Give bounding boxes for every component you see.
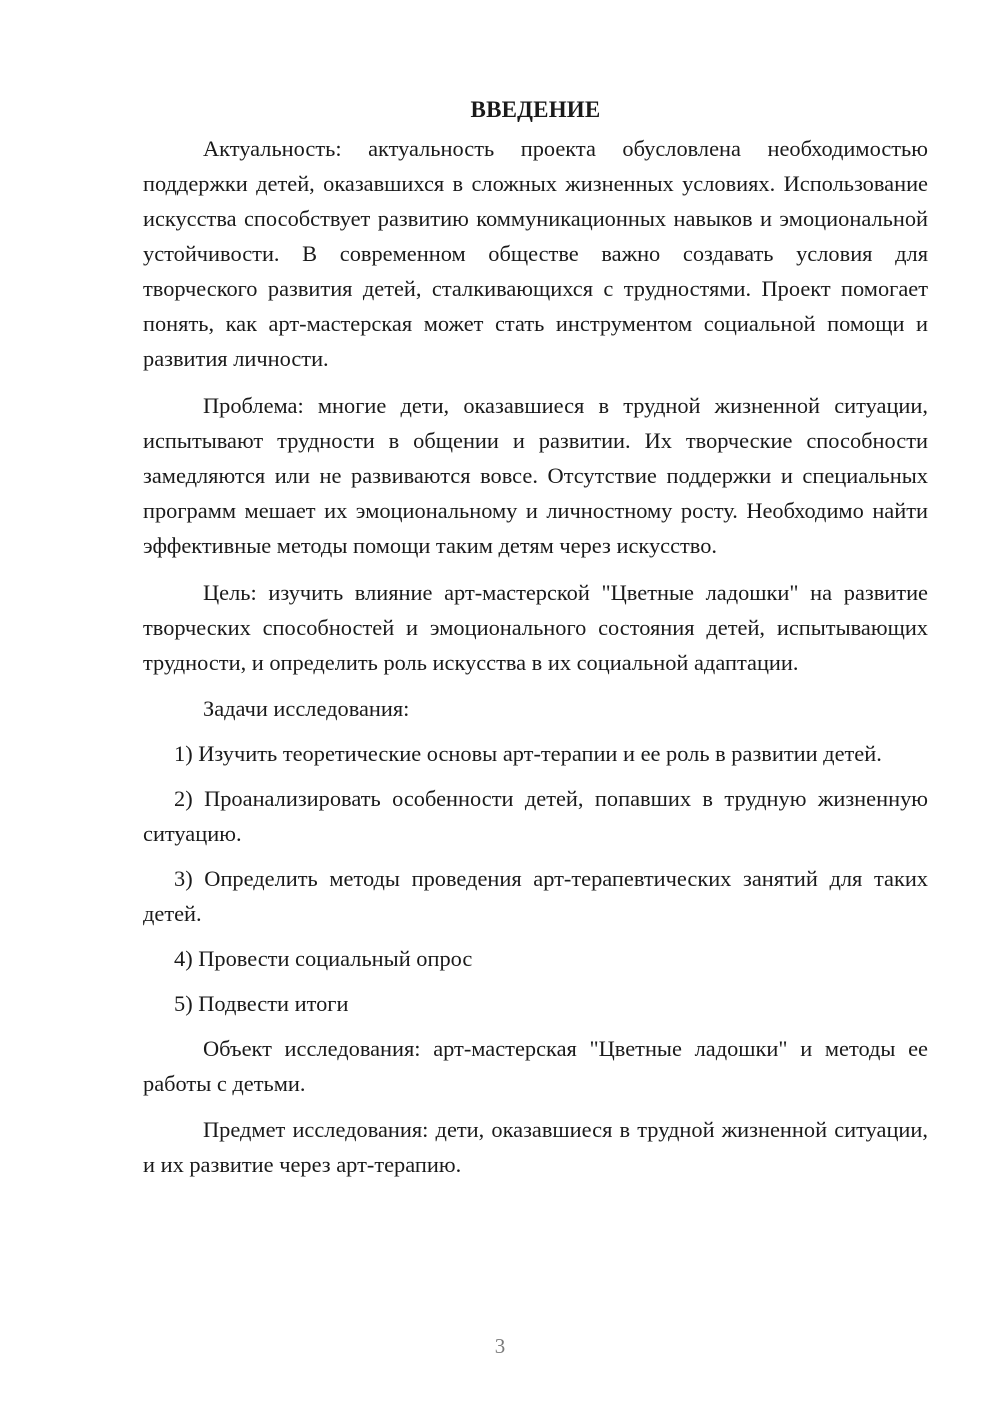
paragraph-relevance: Актуальность: актуальность проекта обусловлена необходимостью поддержки детей, оказавшихся в сложных жизненных условиях. Использование искусства способствует развитию коммуникационных навыков и эмоциональной устойчивости. В современном обществе важно создавать условия для творческого развития детей, сталкивающихся с трудностями. Проект помогает понять, как арт-мастерская может стать инструментом социальной помощи и развития личности. xyxy=(143,136,928,371)
section-heading: ВВЕДЕНИЕ xyxy=(470,97,601,122)
paragraph-problem: Проблема: многие дети, оказавшиеся в трудной жизненной ситуации, испытывают трудности в общении и развитии. Их творческие способности замедляются или не развиваются вовсе. Отсутствие поддержки и специальных программ мешает их эмоциональному и личностному росту. Необходимо найти эффективные методы помощи таким детям через искусство. xyxy=(143,393,928,558)
page-number: 3 xyxy=(494,1334,506,1358)
paragraph-goal: Цель: изучить влияние арт-мастерской "Цветные ладошки" на развитие творческих способностей и эмоционального состояния детей, испытывающих трудности, и определить роль искусства в их социальной адаптации. xyxy=(143,580,928,675)
task-item-1: 1) Изучить теоретические основы арт-терапии и ее роль в развитии детей. xyxy=(174,741,882,766)
paragraph-subject: Предмет исследования: дети, оказавшиеся в трудной жизненной ситуации, и их развитие через арт-терапию. xyxy=(143,1117,928,1177)
task-item-3: 3) Определить методы проведения арт-терапевтических занятий для таких детей. xyxy=(143,866,928,926)
task-item-4: 4) Провести социальный опрос xyxy=(174,946,473,971)
task-item-5: 5) Подвести итоги xyxy=(174,991,349,1016)
tasks-heading: Задачи исследования: xyxy=(203,696,410,721)
paragraph-object: Объект исследования: арт-мастерская "Цветные ладошки" и методы ее работы с детьми. xyxy=(143,1036,928,1096)
document-page xyxy=(143,92,928,1192)
task-item-2: 2) Проанализировать особенности детей, попавших в трудную жизненную ситуацию. xyxy=(143,786,928,846)
